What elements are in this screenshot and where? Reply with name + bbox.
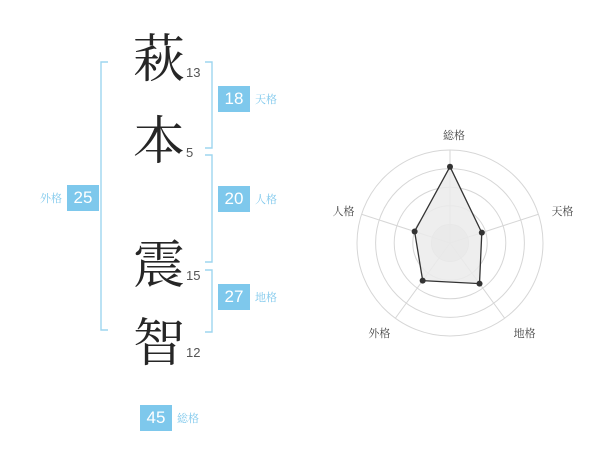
bracket-lines — [0, 0, 300, 470]
stroke-count-4: 12 — [186, 345, 201, 360]
score-soukaku — [140, 405, 199, 431]
radar-axis-label-tenkaku: 天格 — [551, 206, 574, 219]
stroke-count-3: 15 — [186, 268, 201, 283]
radar-point-4 — [412, 229, 418, 235]
radar-point-2 — [477, 281, 483, 287]
radar-chart-svg — [300, 0, 600, 470]
name-character-1: 萩 — [132, 30, 185, 90]
score-soukaku-label: 総格 — [177, 413, 199, 425]
radar-point-0 — [447, 164, 453, 170]
score-gaikaku-value: 25 — [67, 185, 99, 211]
radar-axis-label-chikaku: 地格 — [513, 328, 536, 341]
name-breakdown-panel — [0, 0, 300, 470]
score-jinkaku-value: 20 — [218, 186, 250, 212]
radar-axis-label-soukaku: 総格 — [443, 130, 465, 142]
radar-point-3 — [420, 278, 426, 284]
score-tenkaku — [218, 86, 277, 112]
score-chikaku — [218, 284, 277, 310]
name-character-4: 智 — [132, 314, 185, 374]
stroke-count-2: 5 — [186, 145, 194, 160]
radar-chart — [300, 0, 600, 470]
radar-axis-label-gaikaku: 外格 — [368, 328, 391, 341]
score-jinkaku — [218, 186, 277, 212]
score-soukaku-value: 45 — [140, 405, 172, 431]
radar-point-1 — [479, 230, 485, 236]
radar-axis-label-jinkaku: 人格 — [332, 206, 355, 219]
score-chikaku-value: 27 — [218, 284, 250, 310]
score-jinkaku-label: 人格 — [255, 194, 277, 206]
score-gaikaku-label: 外格 — [40, 193, 62, 205]
name-character-2: 本 — [132, 112, 185, 172]
stroke-count-1: 13 — [186, 65, 201, 80]
name-character-3: 震 — [132, 236, 185, 296]
score-tenkaku-value: 18 — [218, 86, 250, 112]
score-chikaku-label: 地格 — [255, 292, 277, 304]
score-tenkaku-label: 天格 — [255, 94, 277, 106]
score-gaikaku — [40, 185, 99, 211]
radar-series-polygon — [415, 167, 482, 284]
